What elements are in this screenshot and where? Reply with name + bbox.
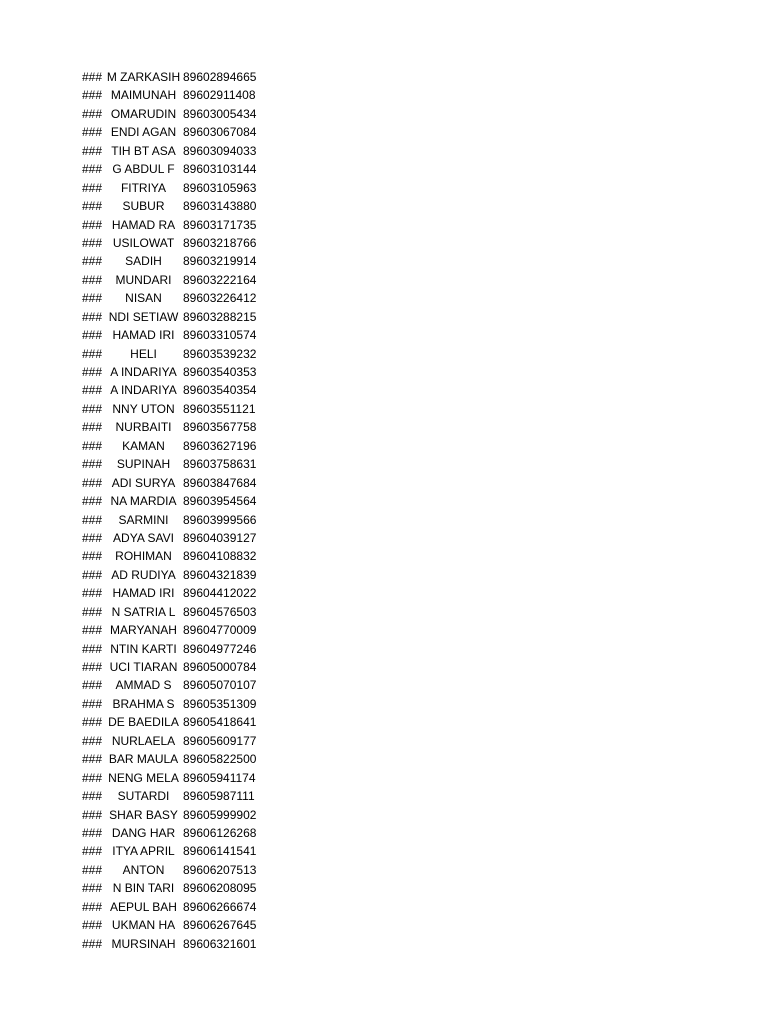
number-value: 89604412022 [183,586,257,601]
name-cell [104,842,183,860]
number-cell [183,842,268,860]
number-cell [183,640,268,658]
number-cell [183,566,268,584]
number-cell [183,179,268,197]
name-cell [104,142,183,160]
number-cell [183,769,268,787]
date-value: ### [82,549,103,564]
number-cell [183,381,268,399]
number-value: 89606141541 [183,844,257,859]
name-cell [104,418,183,436]
number-cell [183,252,268,270]
name-value: NTIN KARTI [110,641,177,656]
number-value: 89603847684 [183,475,257,490]
number-cell [183,400,268,418]
date-value: ### [82,401,103,416]
name-value: DANG HAR [111,825,176,840]
name-value: NURLAELA [111,733,176,748]
date-value: ### [82,162,103,177]
number-value: 89603219914 [183,254,257,269]
table-row [0,732,768,750]
number-value: 89603143880 [183,199,257,214]
date-value: ### [82,678,103,693]
number-value: 89606266674 [183,899,257,914]
date-value: ### [82,272,103,287]
name-cell [104,695,183,713]
number-value: 89603540353 [183,365,257,379]
number-value: 89605000784 [183,660,257,674]
number-value: 89605987111 [183,789,255,804]
name-cell [104,345,183,363]
number-value: 89605418641 [183,715,257,730]
name-cell [104,289,183,307]
number-cell [183,123,268,141]
table-row [0,437,768,455]
name-value: NA MARDIA [110,494,177,509]
name-cell [104,455,183,473]
number-value: 89603222164 [183,272,257,287]
name-cell [104,105,183,123]
date-value: ### [82,807,103,822]
name-cell [104,252,183,270]
name-cell [104,787,183,805]
date-value: ### [82,862,103,877]
name-value: SUBUR [122,199,165,214]
name-value: ROHIMAN [115,549,172,564]
date-value: ### [82,789,103,804]
table-row [0,381,768,399]
table-row [0,566,768,584]
date-value: ### [82,217,103,232]
number-cell [183,142,268,160]
name-value: DE BAEDILA [108,715,179,730]
number-cell [183,474,268,492]
number-cell [183,86,268,104]
name-value: BAR MAULA [108,752,179,767]
number-value: 89604977246 [183,641,257,656]
date-value: ### [82,770,103,785]
name-value: ITYA APRIL [112,844,175,859]
number-value: 89603105963 [183,180,257,195]
date-value: ### [82,125,103,140]
number-value: 89603288215 [183,309,257,324]
date-value: ### [82,106,103,121]
number-value: 89606208095 [183,881,257,896]
table-row [0,842,768,860]
number-cell [183,216,268,234]
name-cell [104,492,183,510]
number-value: 89603539232 [183,346,257,361]
number-value: 89603999566 [183,512,257,527]
name-value: N BIN TARI [112,881,175,896]
name-cell [104,621,183,639]
date-value: ### [82,365,103,379]
date-value: ### [82,936,103,951]
number-value: 89603758631 [183,457,257,472]
date-value: ### [82,494,103,509]
name-cell [104,179,183,197]
number-cell [183,437,268,455]
number-value: 89603627196 [183,438,257,453]
number-value: 89606321601 [183,936,257,951]
number-value: 89603094033 [183,143,257,158]
table-row [0,123,768,141]
number-value: 89603005434 [183,106,257,121]
number-value: 89603103144 [183,162,257,177]
date-value: ### [82,420,103,435]
number-value: 89604321839 [183,567,257,582]
name-cell [104,547,183,565]
table-row [0,160,768,178]
table-row [0,584,768,602]
name-value: USILOWAT [112,235,175,250]
table-row [0,529,768,547]
number-cell [183,713,268,731]
name-cell [104,437,183,455]
name-cell [104,363,183,381]
name-value: UCI TIARAN [109,660,178,674]
name-value: AD RUDIYA [111,567,176,582]
name-cell [104,676,183,694]
name-value: HELI [130,346,157,361]
name-value: MURSINAH [111,936,176,951]
date-value: ### [82,346,103,361]
number-value: 89603067084 [183,125,257,140]
name-value: M ZARKASIH [106,70,181,84]
number-cell [183,750,268,768]
name-cell [104,474,183,492]
number-cell [183,603,268,621]
name-cell [104,916,183,934]
name-cell [104,160,183,178]
date-value: ### [82,383,103,398]
date-value: ### [82,291,103,306]
table-row [0,511,768,529]
name-value: OMARUDIN [110,106,177,121]
name-value: MARYANAH [110,623,177,638]
table-row [0,474,768,492]
name-value: HAMAD IRI [112,328,175,343]
number-cell [183,584,268,602]
table-row [0,308,768,326]
table-row [0,713,768,731]
name-cell [104,750,183,768]
name-cell [104,713,183,731]
date-value: ### [82,309,103,324]
number-cell [183,935,268,953]
name-value: NENG MELA [108,770,179,785]
number-value: 89606126268 [183,825,257,840]
name-value: FITRIYA [120,180,167,195]
number-value: 89605822500 [183,752,257,767]
table-row [0,234,768,252]
name-value: TIH BT ASA [111,143,176,158]
name-cell [104,529,183,547]
name-value: SADIH [125,254,162,269]
table-row [0,326,768,344]
table-row [0,547,768,565]
number-cell [183,234,268,252]
number-cell [183,806,268,824]
number-cell [183,621,268,639]
date-value: ### [82,586,103,601]
date-value: ### [82,475,103,490]
table-row [0,418,768,436]
table-row [0,179,768,197]
table-row [0,676,768,694]
number-cell [183,271,268,289]
date-value: ### [82,143,103,158]
number-cell [183,732,268,750]
name-value: NDI SETIAW [108,309,179,324]
number-cell [183,547,268,565]
name-cell [104,935,183,953]
table-row [0,142,768,160]
table-row [0,621,768,639]
spreadsheet-page [0,68,768,953]
date-value: ### [82,235,103,250]
number-cell [183,308,268,326]
number-value: 89602894665 [183,70,257,84]
date-value: ### [82,604,103,619]
number-value: 89603218766 [183,235,257,250]
name-cell [104,584,183,602]
date-value: ### [82,530,103,545]
date-value: ### [82,180,103,195]
name-value: KAMAN [122,438,165,453]
date-value: ### [82,696,103,711]
date-value: ### [82,733,103,748]
name-value: ADI SURYA [111,475,176,490]
table-row [0,640,768,658]
name-value: G ABDUL F [112,162,175,177]
number-value: 89603567758 [183,420,257,435]
date-value: ### [82,825,103,840]
number-value: 89603310574 [183,328,257,343]
date-value: ### [82,328,103,343]
number-value: 89605999902 [183,807,257,822]
name-value: ENDI AGAN [110,125,177,140]
number-value: 89602911408 [183,88,256,103]
table-row [0,935,768,953]
date-value: ### [82,623,103,638]
name-cell [104,769,183,787]
date-value: ### [82,918,103,933]
table-row [0,824,768,842]
number-value: 89605941174 [183,770,256,785]
name-value: AMMAD S [115,678,172,693]
table-row [0,455,768,473]
name-cell [104,640,183,658]
number-cell [183,511,268,529]
number-value: 89604576503 [183,604,257,619]
date-value: ### [82,70,103,84]
name-cell [104,879,183,897]
date-value: ### [82,199,103,214]
date-value: ### [82,899,103,914]
number-cell [183,787,268,805]
number-value: 89603551121 [183,401,256,416]
name-value: AEPUL BAH [110,899,177,914]
number-cell [183,676,268,694]
table-row [0,363,768,381]
table-row [0,289,768,307]
name-cell [104,68,183,86]
date-value: ### [82,881,103,896]
name-value: ANTON [122,862,165,877]
date-value: ### [82,438,103,453]
name-cell [104,326,183,344]
number-value: 89603226412 [183,291,257,306]
name-value: A INDARIYA [110,383,177,398]
name-cell [104,898,183,916]
name-cell [104,123,183,141]
number-cell [183,418,268,436]
name-cell [104,603,183,621]
table-row [0,197,768,215]
table-row [0,68,768,86]
name-value: NISAN [125,291,162,306]
table-row [0,658,768,676]
number-cell [183,363,268,381]
name-value: SUPINAH [116,457,171,472]
name-cell [104,511,183,529]
number-cell [183,824,268,842]
number-value: 89604039127 [183,530,257,545]
table-row [0,787,768,805]
table-row [0,861,768,879]
number-value: 89605070107 [183,678,257,693]
date-value: ### [82,844,103,859]
name-value: MUNDARI [115,272,172,287]
name-cell [104,566,183,584]
date-value: ### [82,641,103,656]
number-value: 89603171735 [183,217,257,232]
number-cell [183,916,268,934]
table-row [0,252,768,270]
table-row [0,603,768,621]
name-value: NURBAITI [115,420,172,435]
name-value: HAMAD RA [111,217,176,232]
number-cell [183,861,268,879]
table-row [0,105,768,123]
name-value: N SATRIA L [111,604,176,619]
table-row [0,750,768,768]
table-row [0,916,768,934]
name-value: UKMAN HA [111,918,176,933]
name-cell [104,234,183,252]
table-row [0,216,768,234]
date-value: ### [82,660,103,674]
name-value: HAMAD IRI [112,586,175,601]
name-cell [104,824,183,842]
name-value: A INDARIYA [110,365,177,379]
number-value: 89603954564 [183,494,257,509]
name-value: SUTARDI [117,789,170,804]
name-cell [104,271,183,289]
date-value: ### [82,715,103,730]
number-cell [183,455,268,473]
name-value: MAIMUNAH [110,88,177,103]
name-cell [104,197,183,215]
date-value: ### [82,88,103,103]
table-row [0,898,768,916]
name-cell [104,381,183,399]
name-value: BRAHMA S [112,696,175,711]
number-cell [183,658,268,676]
number-cell [183,879,268,897]
name-cell [104,732,183,750]
table-row [0,879,768,897]
date-value: ### [82,254,103,269]
number-value: 89604108832 [183,549,257,564]
name-cell [104,308,183,326]
date-value: ### [82,567,103,582]
number-value: 89603540354 [183,383,257,398]
name-cell [104,86,183,104]
name-cell [104,400,183,418]
number-value: 89605351309 [183,696,257,711]
table-row [0,806,768,824]
table-row [0,695,768,713]
number-cell [183,529,268,547]
number-cell [183,197,268,215]
number-cell [183,898,268,916]
table-row [0,345,768,363]
number-cell [183,345,268,363]
number-value: 89606207513 [183,862,257,877]
name-value: NNY UTON [112,401,175,416]
number-cell [183,492,268,510]
name-value: SARMINI [118,512,169,527]
table-row [0,400,768,418]
name-cell [104,806,183,824]
number-cell [183,289,268,307]
table-row [0,492,768,510]
name-value: SHAR BASY [109,807,178,822]
number-cell [183,160,268,178]
table-row [0,769,768,787]
number-cell [183,326,268,344]
number-value: 89604770009 [183,623,257,638]
number-cell [183,68,268,86]
number-cell [183,105,268,123]
date-value: ### [82,457,103,472]
date-value: ### [82,752,103,767]
number-cell [183,695,268,713]
number-value: 89605609177 [183,733,257,748]
name-cell [104,658,183,676]
name-cell [104,216,183,234]
date-value: ### [82,512,103,527]
table-row [0,86,768,104]
name-value: ADYA SAVI [113,530,174,545]
name-cell [104,861,183,879]
table-row [0,271,768,289]
number-value: 89606267645 [183,918,257,933]
